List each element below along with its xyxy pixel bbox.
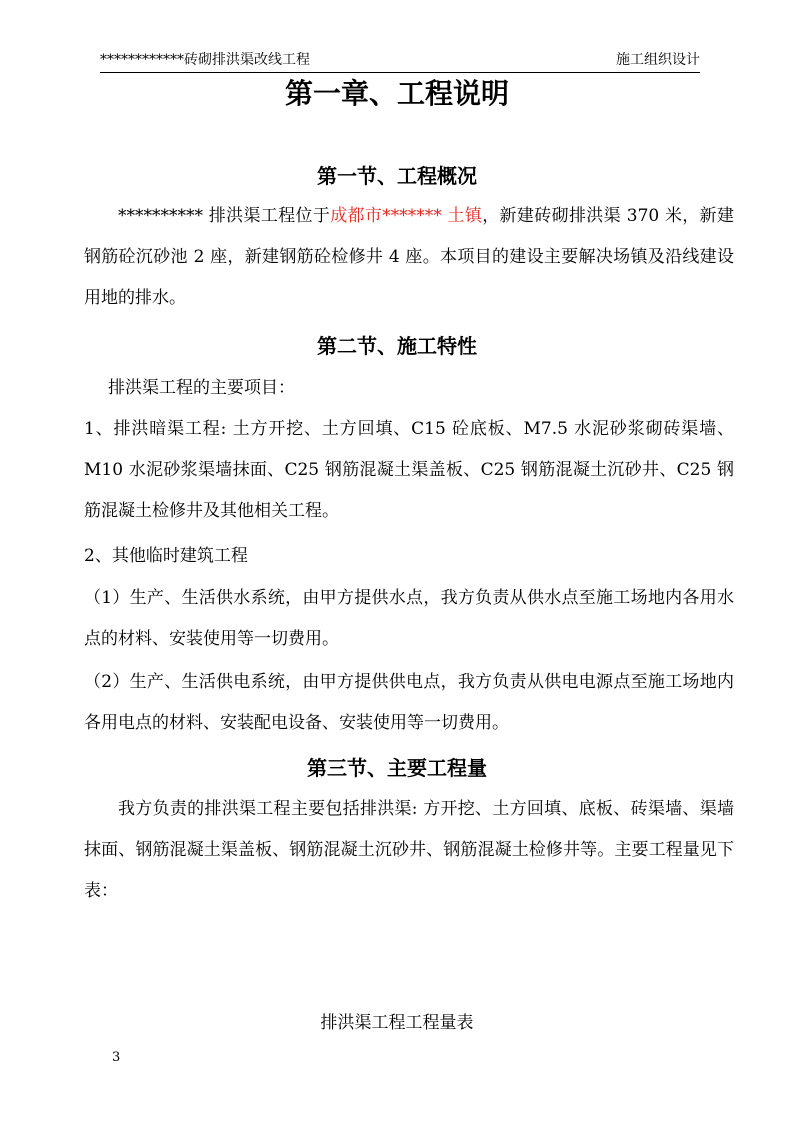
chapter-title: 第一章、工程说明 [284, 77, 509, 110]
characteristics-item-2-2: （2）生产、生活供电系统，由甲方提供供电点，我方负责从供电电源点至施工场地内各用电点的材料、安装配电设备、安装使用等一切费用。 [84, 672, 734, 733]
characteristics-intro: 排洪渠工程的主要项目： [108, 378, 295, 398]
header-project-name: ************砖砌排洪渠改线工程 [100, 52, 310, 68]
section-title-quantities: 第三节、主要工程量 [307, 756, 487, 780]
overview-text-end: ，新建砖砌排洪渠 370 米，新建钢筋砼沉砂池 2 座，新建钢筋砼检修井 4 座。本项目的建设主要解决场镇及沿线建设用地的排水。 [84, 206, 734, 308]
overview-text-start: ********** 排洪渠工程位于 [118, 206, 331, 226]
overview-paragraph [84, 196, 734, 319]
section-title-overview: 第一节、工程概况 [317, 164, 477, 188]
page-number: 3 [112, 1050, 121, 1065]
page-header [100, 50, 700, 73]
table-caption: 排洪渠工程工程量表 [320, 1013, 474, 1033]
characteristics-item-2-1: （1）生产、生活供水系统，由甲方提供水点，我方负责从供水点至施工场地内各用水点的材料、安装使用等一切费用。 [84, 588, 734, 649]
characteristics-item-2: 2、其他临时建筑工程 [84, 546, 248, 566]
quantities-paragraph: 我方负责的排洪渠工程主要包括排洪渠: 方开挖、土方回填、底板、砖渠墙、渠墙抹面、钢筋混凝土渠盖板、钢筋混凝土沉砂井、钢筋混凝土检修井等。主要工程量见下表： [84, 799, 734, 901]
characteristics-item-1: 1、排洪暗渠工程: 土方开挖、土方回填、C15 砼底板、M7.5 水泥砂浆砌砖渠墙、M10 水泥砂浆渠墙抹面、C25 钢筋混凝土渠盖板、C25 钢筋混凝土沉砂井、C25 钢筋混凝土检修井及其他相关工程。 [84, 419, 734, 521]
overview-location-highlight: 成都市******* 土镇 [330, 206, 483, 226]
header-document-type: 施工组织设计 [616, 52, 700, 68]
section-title-characteristics: 第二节、施工特性 [317, 334, 477, 358]
